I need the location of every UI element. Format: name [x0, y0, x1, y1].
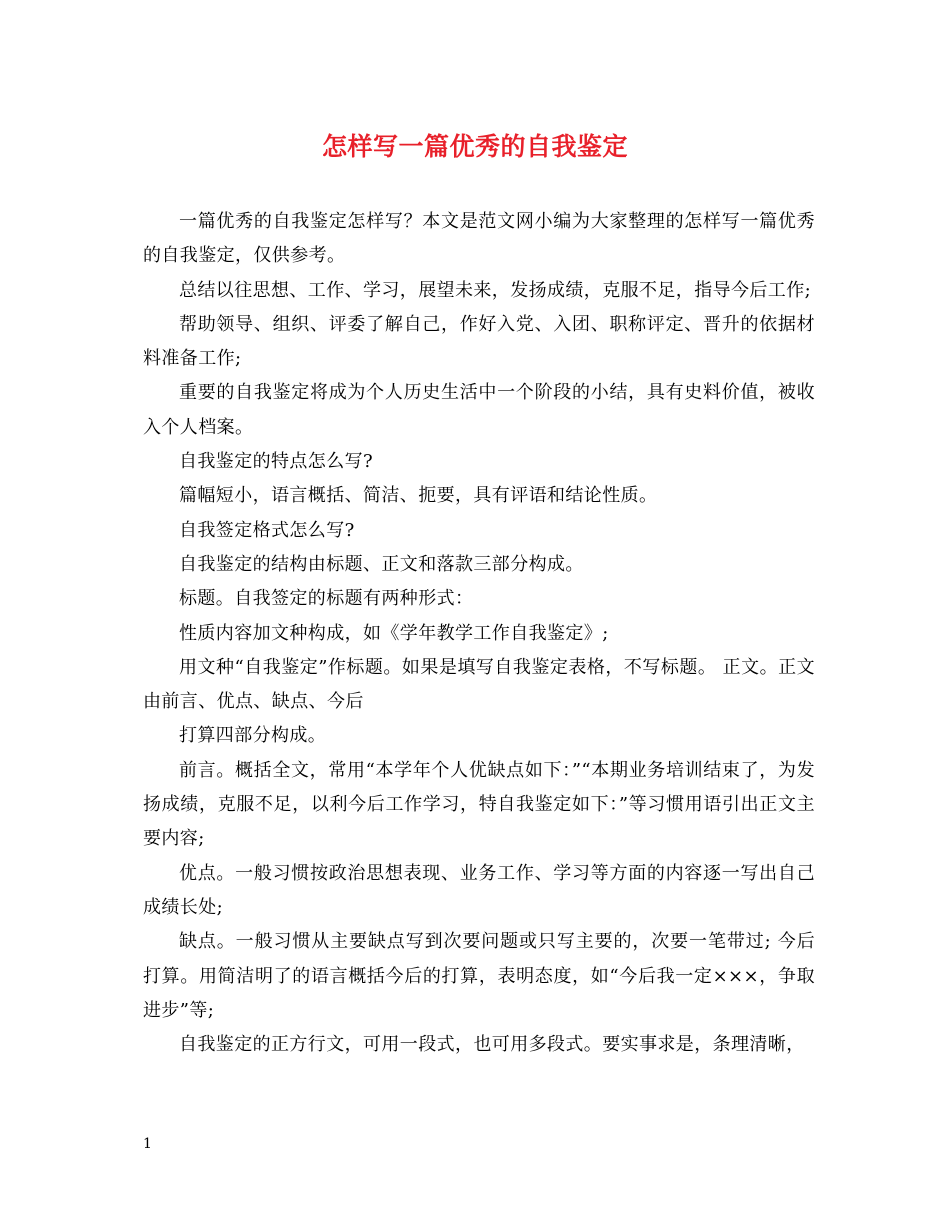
paragraph: 一篇优秀的自我鉴定怎样写？本文是范文网小编为大家整理的怎样写一篇优秀的自我鉴定，仅供参考。	[143, 211, 815, 267]
paragraph: 标题。自我签定的标题有两种形式：	[179, 588, 474, 610]
paragraph: 优点。一般习惯按政治思想表现、业务工作、学习等方面的内容逐一写出自己成绩长处;	[143, 862, 815, 918]
paragraph: 自我鉴定的结构由标题、正文和落款三部分构成。	[179, 553, 584, 575]
paragraph: 性质内容加文种构成，如《学年教学工作自我鉴定》;	[179, 622, 609, 644]
paragraph: 用文种“自我鉴定”作标题。如果是填写自我鉴定表格，不写标题。 正文。正文由前言、优点、缺点、今后	[143, 656, 815, 713]
paragraph: 总结以往思想、工作、学习，展望未来，发扬成绩，克服不足，指导今后工作;	[179, 279, 812, 301]
paragraph: 重要的自我鉴定将成为个人历史生活中一个阶段的小结，具有史料价值，被收入个人档案。	[143, 382, 815, 438]
paragraph: 自我签定格式怎么写?	[179, 519, 355, 541]
page-number: 1	[143, 1136, 152, 1152]
paragraph: 篇幅短小，语言概括、简洁、扼要，具有评语和结论性质。	[179, 485, 658, 507]
document-body	[143, 205, 815, 1062]
paragraph: 自我鉴定的特点怎么写?	[179, 451, 374, 473]
paragraph: 前言。概括全文，常用“本学年个人优缺点如下：”“本期业务培训结束了，为发扬成绩，克服不足，以利今后工作学习，特自我鉴定如下：”等习惯用语引出正文主要内容;	[143, 759, 815, 850]
paragraph: 帮助领导、组织、评委了解自己，作好入党、入团、职称评定、晋升的依据材料准备工作;	[143, 313, 815, 370]
document-title: 怎样写一篇优秀的自我鉴定	[321, 132, 628, 161]
paragraph: 自我鉴定的正方行文，可用一段式，也可用多段式。要实事求是，条理清晰，	[179, 1034, 805, 1056]
paragraph: 缺点。一般习惯从主要缺点写到次要问题或只写主要的，次要一笔带过; 今后打算。用简洁明了的语言概括今后的打算，表明态度，如“今后我一定×××，争取进步”等;	[143, 931, 815, 1021]
paragraph: 打算四部分构成。	[179, 725, 327, 747]
